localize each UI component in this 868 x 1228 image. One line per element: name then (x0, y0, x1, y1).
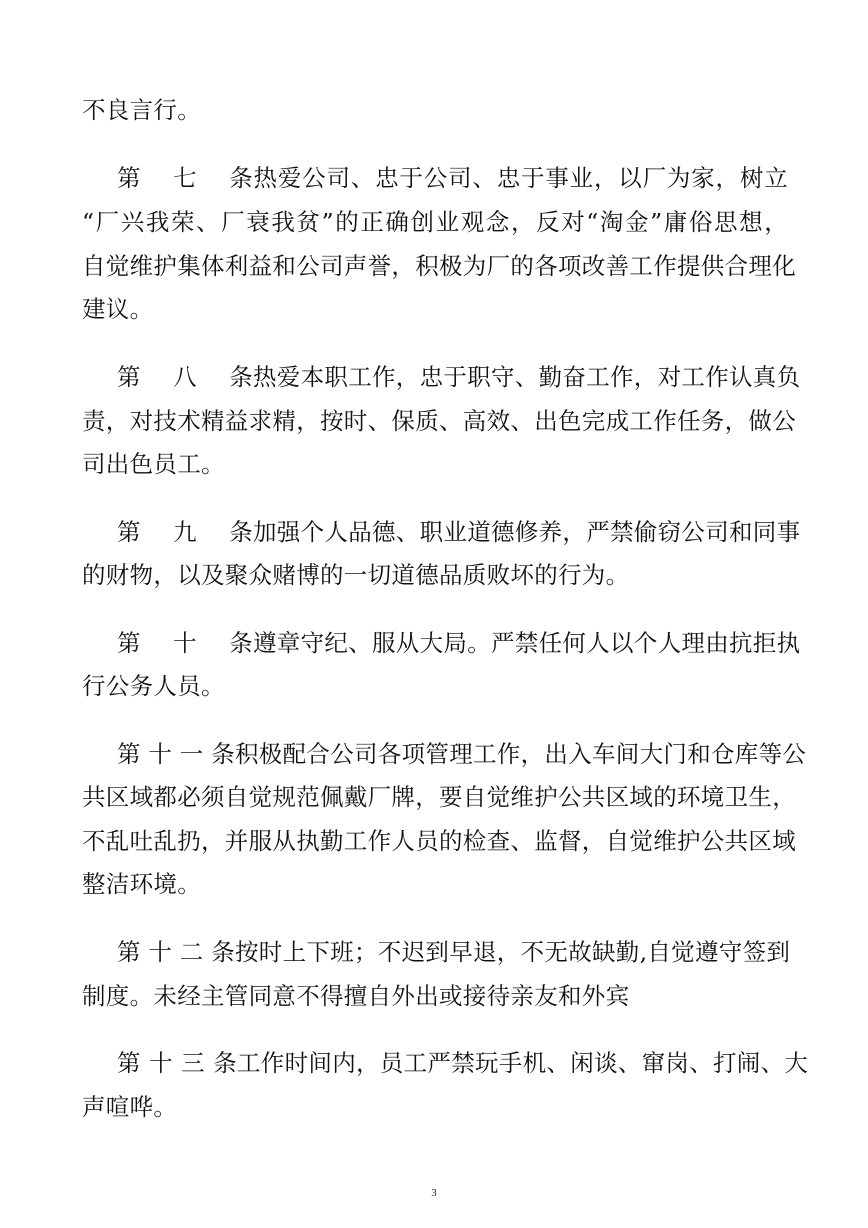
article-8-text-1: 热爱本职工作，忠于职守、勤奋工作，对工作认真负 (253, 363, 801, 391)
article-12-number: 第十二条 (117, 938, 235, 966)
article-7-text-1: 热爱公司、忠于公司、忠于事业，以厂为家，树立 (253, 164, 788, 192)
article-7-number: 第七条 (117, 164, 253, 192)
article-8-number: 第八条 (117, 363, 253, 391)
page-number: 3 (431, 1187, 437, 1199)
article-10-line-2: 行公务人员。 (82, 672, 225, 700)
article-10-number: 第十条 (117, 629, 253, 657)
article-7-line-4: 建议。 (82, 295, 154, 323)
article-9-number: 第九条 (117, 518, 253, 546)
article-11-line-3: 不乱吐乱扔，并服从执勤工作人员的检查、监督，自觉维护公共区域 (82, 827, 796, 855)
article-8-line-3: 司出色员工。 (82, 450, 225, 478)
article-12-text-1: 按时上下班；不迟到早退，不无故缺勤,自觉遵守签到 (235, 938, 791, 966)
article-11-line-2: 共区域都必须自觉规范佩戴厂牌，要自觉维护公共区域的环境卫生， (82, 783, 796, 811)
article-13-line-2: 声喧哗。 (82, 1093, 178, 1121)
article-7-line-3: 自觉维护集体利益和公司声誉，积极为厂的各项改善工作提供合理化 (82, 252, 796, 280)
article-11-text-1: 积极配合公司各项管理工作，出入车间大门和仓库等公 (235, 740, 807, 768)
article-9-line-1 (117, 516, 801, 548)
article-11-number: 第十一条 (117, 740, 235, 768)
article-10-text-1: 遵章守纪、服从大局。严禁任何人以个人理由抗拒执 (253, 629, 801, 657)
article-13-number: 第十三条 (117, 1049, 237, 1077)
article-13-line-1 (117, 1047, 809, 1079)
article-12-line-2: 制度。未经主管同意不得擅自外出或接待亲友和外宾 (82, 982, 630, 1010)
article-9-text-1: 加强个人品德、职业道德修养，严禁偷窃公司和同事 (253, 518, 801, 546)
article-10-line-1 (117, 627, 801, 659)
article-8-line-2: 责，对技术精益求精，按时、保质、高效、出色完成工作任务，做公 (82, 407, 796, 435)
article-11-line-1 (117, 738, 807, 770)
article-12-line-1 (117, 936, 791, 968)
article-8-line-1 (117, 361, 801, 393)
article-11-line-4: 整洁环境。 (82, 870, 201, 898)
continuation-text: 不良言行。 (82, 96, 201, 124)
article-7-line-1 (117, 162, 788, 194)
article-9-line-2: 的财物，以及聚众赌博的一切道德品质败坏的行为。 (82, 561, 630, 589)
article-7-line-2: “厂兴我荣、厂衰我贫”的正确创业观念，反对“淘金”庸俗思想， (82, 208, 788, 236)
article-13-text-1: 工作时间内，员工严禁玩手机、闲谈、窜岗、打闹、大 (237, 1049, 809, 1077)
